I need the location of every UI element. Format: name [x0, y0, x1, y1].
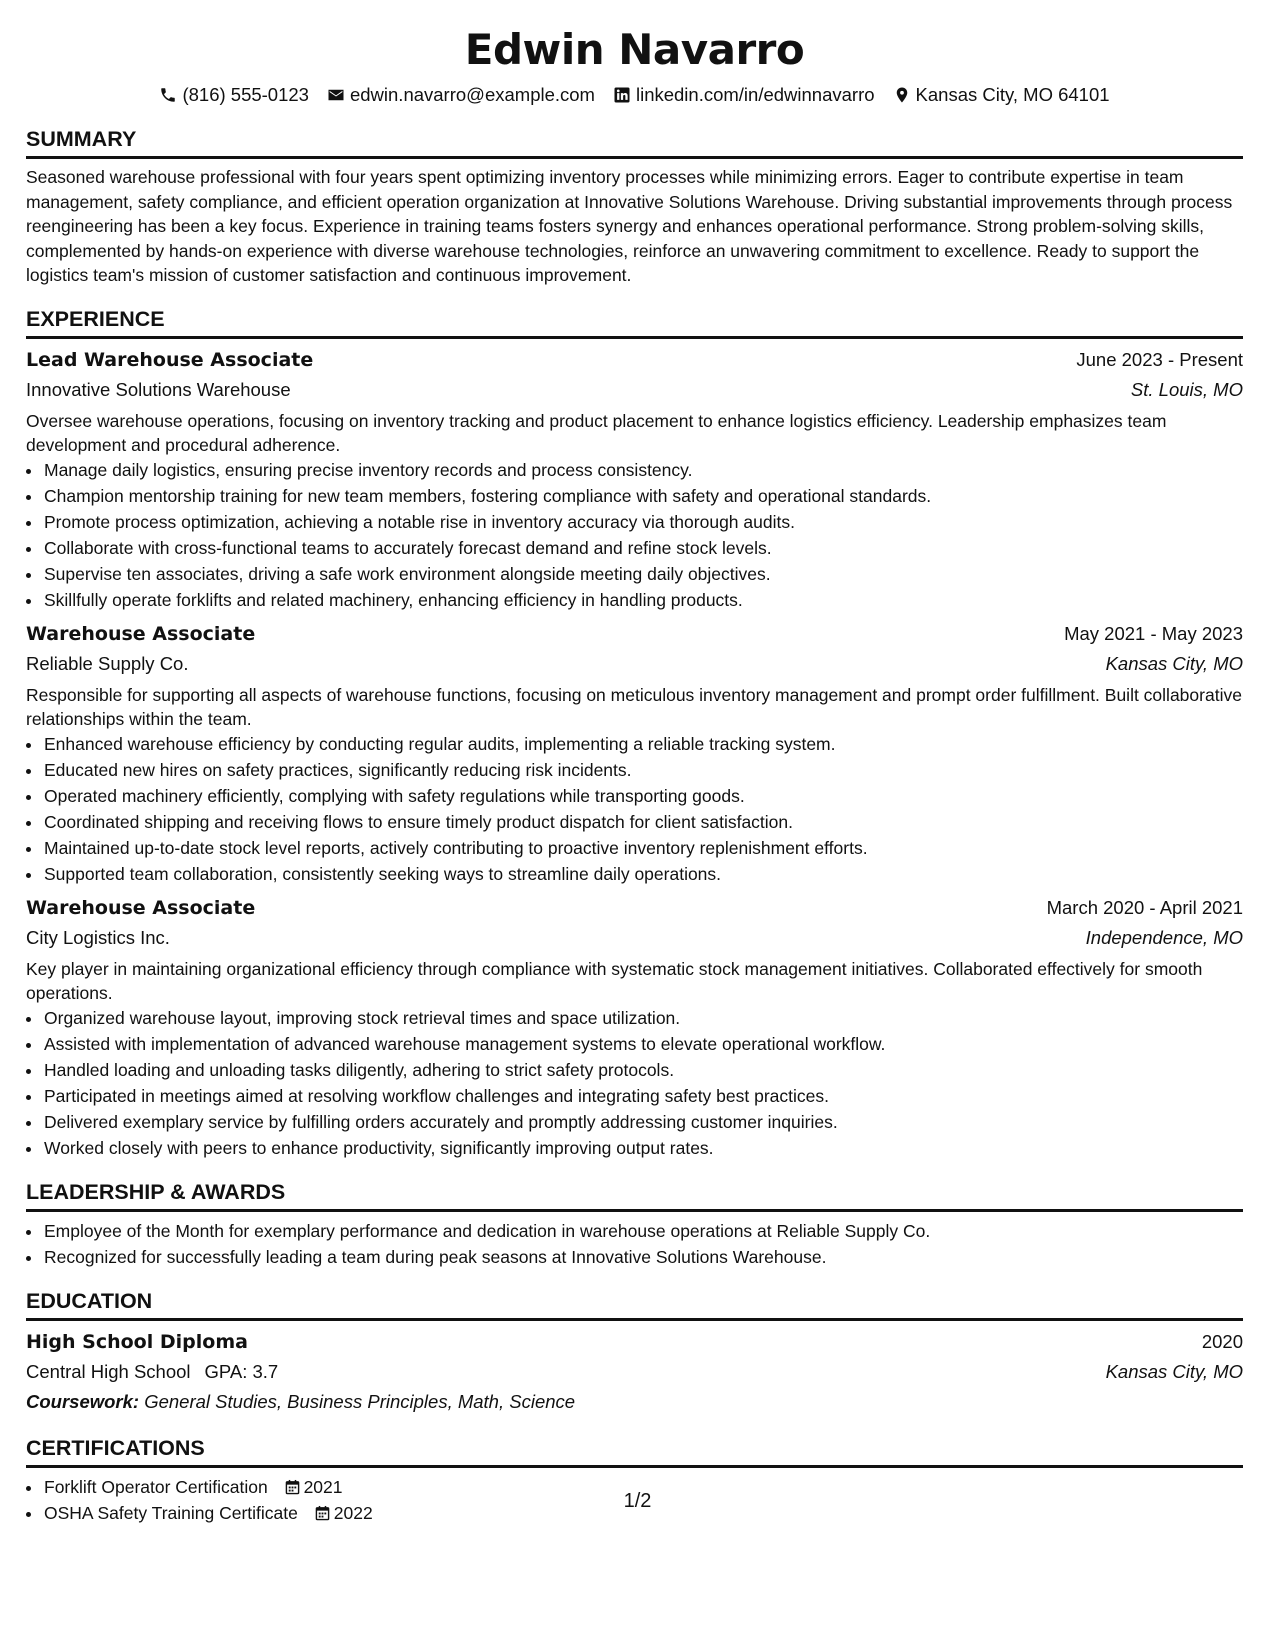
- job-company: Innovative Solutions Warehouse: [26, 378, 291, 400]
- list-item: • Delivered exemplary service by fulfilling orders accurately and promptly addressing customer inquiries.: [43, 1109, 1243, 1135]
- coursework-text: General Studies, Business Principles, Math, Science: [144, 1390, 576, 1412]
- job-title: Warehouse Associate: [26, 622, 256, 645]
- certifications-heading: CERTIFICATIONS: [26, 1417, 1243, 1468]
- page-number: 1/2: [623, 1490, 652, 1512]
- phone-icon: [159, 86, 177, 104]
- email-link[interactable]: edwin.navarro@example.com: [349, 84, 595, 105]
- list-item: • Supervise ten associates, driving a safe work environment alongside meeting daily objectives.: [43, 561, 1243, 587]
- education-location: Kansas City, MO: [1105, 1360, 1243, 1382]
- gpa: GPA: 3.7: [204, 1360, 279, 1382]
- list-item: • Employee of the Month for exemplary performance and dedication in warehouse operations at Reliable Supply Co.: [43, 1218, 1243, 1244]
- school-name: Central High School: [26, 1360, 191, 1382]
- list-item: • Supported team collaboration, consistently seeking ways to streamline daily operations.: [43, 861, 1243, 887]
- certification-name: OSHA Safety Training Certificate: [44, 1502, 298, 1523]
- list-item: • Operated machinery efficiently, complying with safety regulations while transporting goods.: [43, 783, 1243, 809]
- contact-linkedin[interactable]: [613, 82, 875, 108]
- job-description: Oversee warehouse operations, focusing on inventory tracking and product placement to enhance logistics efficiency. Leadership emphasizes team development and procedural adherence.: [26, 410, 1167, 455]
- envelope-icon: [327, 86, 345, 104]
- map-pin-icon: [893, 86, 911, 104]
- job-bullets: [26, 731, 1243, 887]
- list-item: • Educated new hires on safety practices, significantly reducing risk incidents.: [43, 757, 1243, 783]
- location-text: Kansas City, MO 64101: [915, 84, 1110, 105]
- list-item: • Worked closely with peers to enhance productivity, significantly improving output rates.: [43, 1135, 1243, 1161]
- awards-heading: LEADERSHIP & AWARDS: [26, 1161, 1243, 1212]
- job-bullets: [26, 1005, 1243, 1161]
- job-title: Lead Warehouse Associate: [26, 348, 314, 371]
- list-item: • Manage daily logistics, ensuring precise inventory records and process consistency.: [43, 457, 1243, 483]
- job-location: Independence, MO: [1085, 926, 1243, 948]
- contact-location: [893, 82, 1110, 108]
- job-location: St. Louis, MO: [1130, 378, 1243, 400]
- list-item: • Recognized for successfully leading a team during peak seasons at Innovative Solutions Warehouse.: [43, 1244, 1243, 1270]
- job-entry: [26, 893, 1243, 1161]
- awards-section: [26, 1161, 1243, 1270]
- phone-text: (816) 555-0123: [182, 84, 309, 105]
- list-item: • Assisted with implementation of advanced warehouse management systems to elevate operational workflow.: [43, 1031, 1243, 1057]
- job-dates: May 2021 - May 2023: [1064, 622, 1243, 644]
- contact-bar: [26, 82, 1243, 108]
- list-item: • Handled loading and unloading tasks diligently, adhering to strict safety protocols.: [43, 1057, 1243, 1083]
- list-item: • Collaborate with cross-functional teams to accurately forecast demand and refine stock levels.: [43, 535, 1243, 561]
- list-item: • Coordinated shipping and receiving flows to ensure timely product dispatch for client satisfaction.: [43, 809, 1243, 835]
- job-bullets: [26, 457, 1243, 613]
- education-year: 2020: [1201, 1330, 1243, 1352]
- summary-section: [26, 108, 1243, 288]
- coursework-label: Coursework:: [26, 1390, 140, 1412]
- job-title: Warehouse Associate: [26, 896, 256, 919]
- certification-year: 2021: [303, 1476, 343, 1497]
- job-company: City Logistics Inc.: [26, 926, 170, 948]
- job-description: Responsible for supporting all aspects of warehouse functions, focusing on meticulous inventory management and prompt order fulfillment. Built collaborative relationships within the team.: [26, 684, 1242, 729]
- education-heading: EDUCATION: [26, 1270, 1243, 1321]
- job-entry: [26, 619, 1243, 887]
- contact-email[interactable]: [327, 82, 595, 108]
- certification-year: 2022: [333, 1502, 373, 1523]
- certification-name: Forklift Operator Certification: [44, 1476, 268, 1497]
- list-item: • Maintained up-to-date stock level reports, actively contributing to proactive inventory replenishment efforts.: [43, 835, 1243, 861]
- job-company: Reliable Supply Co.: [26, 652, 189, 674]
- candidate-name: Edwin Navarro: [464, 25, 805, 74]
- experience-heading: EXPERIENCE: [26, 288, 1243, 339]
- linkedin-link[interactable]: linkedin.com/in/edwinnavarro: [635, 84, 875, 105]
- degree-title: High School Diploma: [26, 1330, 248, 1353]
- job-description: Key player in maintaining organizational efficiency through compliance with systematic stock management initiatives. Collaborated effectively for smooth operations.: [26, 958, 1203, 1003]
- job-dates: June 2023 - Present: [1076, 348, 1243, 370]
- contact-phone: [159, 82, 309, 108]
- awards-list: [26, 1218, 1243, 1270]
- education-section: [26, 1270, 1243, 1417]
- job-location: Kansas City, MO: [1105, 652, 1243, 674]
- list-item: • Skillfully operate forklifts and related machinery, enhancing efficiency in handling products.: [43, 587, 1243, 613]
- list-item: • Promote process optimization, achieving a notable rise in inventory accuracy via thorough audits.: [43, 509, 1243, 535]
- job-entry: [26, 345, 1243, 613]
- school-line: [26, 1357, 278, 1387]
- list-item: • Champion mentorship training for new team members, fostering compliance with safety and operational standards.: [43, 483, 1243, 509]
- coursework-line: [26, 1387, 1243, 1417]
- linkedin-icon: [613, 86, 631, 104]
- experience-section: [26, 288, 1243, 1161]
- job-dates: March 2020 - April 2021: [1046, 896, 1243, 918]
- list-item: • Participated in meetings aimed at resolving workflow challenges and integrating safety best practices.: [43, 1083, 1243, 1109]
- list-item: • Organized warehouse layout, improving stock retrieval times and space utilization.: [43, 1005, 1243, 1031]
- summary-heading: SUMMARY: [26, 108, 1243, 159]
- list-item: • Enhanced warehouse efficiency by conducting regular audits, implementing a reliable tracking system.: [43, 731, 1243, 757]
- summary-text: Seasoned warehouse professional with four years spent optimizing inventory processes while minimizing errors. Eager to contribute expertise in team management, safety compliance, and efficient operation organization at Innovative Solutions Warehouse. Driving substantial improvements through process reengineering has been a key focus. Experience in training teams fosters synergy and enhances operational performance. Strong problem-solving skills, complemented by hands-on experience with diverse warehouse technologies, reinforce an unwavering commitment to excellence. Ready to support the logistics team's mission of customer satisfaction and continuous improvement.: [26, 167, 1233, 285]
